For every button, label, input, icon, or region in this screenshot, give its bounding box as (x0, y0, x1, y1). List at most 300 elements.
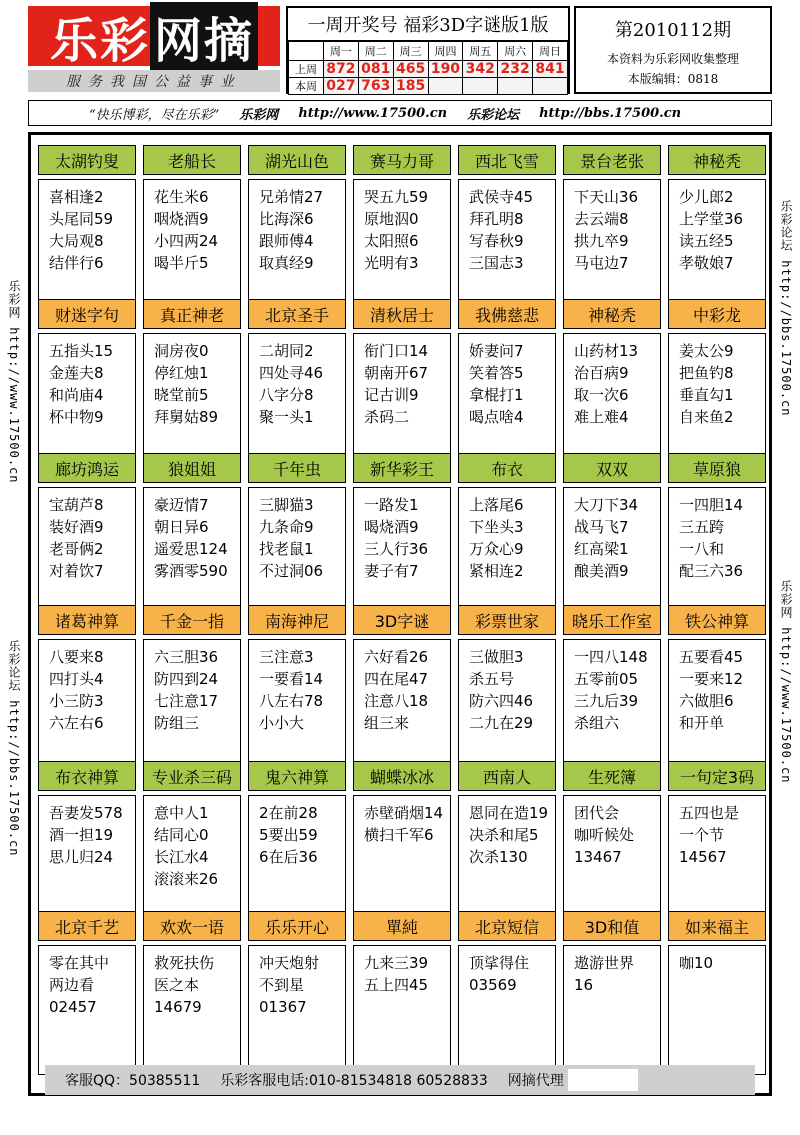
draw-number (428, 78, 463, 95)
riddle-line: 五上四45 (364, 976, 429, 994)
riddle-line: 杀码二 (364, 408, 410, 426)
card-body (353, 795, 451, 925)
riddle-line: 少儿郎2 (679, 188, 734, 206)
riddle-card (143, 299, 241, 463)
draw-number: 763 (358, 78, 393, 95)
card-author: 中彩龙 (668, 299, 766, 329)
card-body (248, 945, 346, 1075)
riddle-line: 三人行36 (364, 540, 429, 558)
side-text-right-bottom: 乐彩网 http://www.17500.cn (779, 580, 793, 784)
card-body (458, 795, 556, 925)
riddle-line: 一八和 (679, 540, 725, 558)
day-header: 周六 (498, 42, 533, 61)
riddle-line: 长江水4 (154, 848, 209, 866)
card-author: 双双 (563, 453, 661, 483)
card-author: 湖光山色 (248, 145, 346, 175)
riddle-line: 八要来8 (49, 648, 104, 666)
riddle-line: 三国志3 (469, 254, 524, 272)
riddle-line: 比海深6 (259, 210, 314, 228)
riddle-line: 上落尾6 (469, 496, 524, 514)
draw-number: 027 (324, 78, 359, 95)
issue-panel (574, 6, 772, 94)
card-body (353, 639, 451, 769)
riddle-line: 滚滚来26 (154, 870, 219, 888)
riddle-line: 杀五号 (469, 670, 515, 688)
card-body (143, 487, 241, 617)
riddle-line: 三做胆3 (469, 648, 524, 666)
riddle-line: 遨游世界 (574, 954, 635, 972)
site-url-2[interactable]: http://bbs.17500.cn (539, 105, 682, 121)
riddle-line: 把鱼钓8 (679, 364, 734, 382)
card-body (353, 333, 451, 463)
riddle-line: 三脚猫3 (259, 496, 314, 514)
card-body (458, 487, 556, 617)
card-body (353, 179, 451, 309)
riddle-line: 杀组六 (574, 714, 620, 732)
riddle-line: 豪迈情7 (154, 496, 209, 514)
card-author: 彩票世家 (458, 605, 556, 635)
riddle-line: 娇妻问7 (469, 342, 524, 360)
riddle-card (353, 299, 451, 463)
riddle-line: 赤壁硝烟14 (364, 804, 444, 822)
card-author: 景台老张 (563, 145, 661, 175)
riddle-line: 原地泅0 (364, 210, 419, 228)
site-name-2: 乐彩论坛 (467, 107, 520, 123)
slogan-bar (28, 100, 772, 126)
draw-number: 190 (428, 61, 463, 78)
riddle-line: 姜太公9 (679, 342, 734, 360)
riddle-card (668, 605, 766, 769)
riddle-line: 决杀和尾5 (469, 826, 539, 844)
site-url-1[interactable]: http://www.17500.cn (298, 105, 448, 121)
logo-text-b: 网摘 (150, 2, 258, 71)
riddle-line: 花生米6 (154, 188, 209, 206)
riddle-line: 酿美酒9 (574, 562, 629, 580)
riddle-line: 八左右78 (259, 692, 324, 710)
riddle-card (143, 761, 241, 925)
card-body (143, 639, 241, 769)
riddle-card (38, 453, 136, 617)
draw-number: 342 (463, 61, 498, 78)
card-author: 一句定3码 (668, 761, 766, 791)
card-author: 西南人 (458, 761, 556, 791)
riddle-line: 一四八148 (574, 648, 648, 666)
riddle-line: 2在前28 (259, 804, 318, 822)
riddle-card (563, 911, 661, 1075)
card-body (143, 795, 241, 925)
riddle-card (248, 299, 346, 463)
card-body (563, 639, 661, 769)
riddle-line: 结同心0 (154, 826, 209, 844)
riddle-line: 老哥俩2 (49, 540, 104, 558)
riddle-line: 哭五九59 (364, 188, 429, 206)
service-phone: 乐彩客服电话:010-81534818 60528833 (220, 1073, 488, 1089)
riddle-line: 笑着答5 (469, 364, 524, 382)
draw-number: 081 (358, 61, 393, 78)
card-author: 欢欢一语 (143, 911, 241, 941)
riddle-line: 16 (574, 976, 594, 994)
riddle-line: 六三胆36 (154, 648, 219, 666)
draw-number (533, 78, 568, 95)
riddle-line: 次杀130 (469, 848, 528, 866)
riddle-line: 01367 (259, 998, 307, 1016)
riddle-line: 读五经5 (679, 232, 734, 250)
riddle-line: 装好酒9 (49, 518, 104, 536)
riddle-line: 恩同在造19 (469, 804, 549, 822)
riddle-line: 酒一担19 (49, 826, 114, 844)
card-body (668, 795, 766, 925)
card-body (38, 333, 136, 463)
riddle-line: 找老鼠1 (259, 540, 314, 558)
riddle-line: 拜孔明8 (469, 210, 524, 228)
card-author: 布衣 (458, 453, 556, 483)
card-author: 专业杀三码 (143, 761, 241, 791)
card-body (458, 639, 556, 769)
riddle-line: 治百病9 (574, 364, 629, 382)
riddle-line: 意中人1 (154, 804, 209, 822)
card-author: 赛马力哥 (353, 145, 451, 175)
issue-number: 第2010112期 (614, 20, 732, 41)
riddle-line: 一路发1 (364, 496, 419, 514)
riddle-card (143, 453, 241, 617)
riddle-line: 喝半斤5 (154, 254, 209, 272)
last-week-label: 上周 (289, 61, 324, 78)
riddle-line: 五四也是 (679, 804, 740, 822)
card-author: 廊坊鸿运 (38, 453, 136, 483)
side-text-left-top: 乐彩网 http://www.17500.cn (7, 280, 21, 484)
card-body (38, 795, 136, 925)
card-body (563, 945, 661, 1075)
riddle-card (458, 145, 556, 309)
riddle-line: 兄弟情27 (259, 188, 324, 206)
draw-number: 185 (393, 78, 428, 95)
riddle-line: 三五跨 (679, 518, 725, 536)
riddle-card (668, 453, 766, 617)
logo-text-a: 乐彩 (49, 12, 150, 69)
card-author: 新华彩王 (353, 453, 451, 483)
riddle-line: 跟师傅4 (259, 232, 314, 250)
riddle-line: 朝日异6 (154, 518, 209, 536)
riddle-line: 拿棍打1 (469, 386, 524, 404)
riddle-line: 医之本 (154, 976, 200, 994)
riddle-line: 六好看26 (364, 648, 429, 666)
riddle-card (38, 911, 136, 1075)
draw-number: 465 (393, 61, 428, 78)
card-author: 千年虫 (248, 453, 346, 483)
card-author: 生死簿 (563, 761, 661, 791)
card-body (38, 179, 136, 309)
riddle-card (458, 453, 556, 617)
riddle-line: 喝点啥4 (469, 408, 524, 426)
riddle-line: 大刀下34 (574, 496, 639, 514)
riddle-line: 六做胆6 (679, 692, 734, 710)
riddle-line: 咖听候处 (574, 826, 635, 844)
card-body (458, 333, 556, 463)
riddle-card (353, 145, 451, 309)
riddle-card (353, 605, 451, 769)
card-body (353, 945, 451, 1075)
card-author: 乐乐开心 (248, 911, 346, 941)
card-author: 布衣神算 (38, 761, 136, 791)
day-header: 周四 (428, 42, 463, 61)
riddle-card (563, 145, 661, 309)
draw-table (288, 41, 568, 95)
riddle-card (668, 761, 766, 925)
draw-panel (286, 6, 570, 94)
riddle-line: 不过洞06 (259, 562, 324, 580)
riddle-card (143, 605, 241, 769)
card-author: 草原狼 (668, 453, 766, 483)
riddle-line: 一要来12 (679, 670, 744, 688)
riddle-line: 大局观8 (49, 232, 104, 250)
riddle-card (143, 145, 241, 309)
riddle-card (668, 911, 766, 1075)
riddle-card (353, 761, 451, 925)
riddle-line: 两边看 (49, 976, 95, 994)
card-author: 3D字谜 (353, 605, 451, 635)
riddle-line: 马屯边7 (574, 254, 629, 272)
riddle-line: 零在其中 (49, 954, 110, 972)
riddle-line: 咖10 (679, 954, 714, 972)
draw-number: 841 (533, 61, 568, 78)
card-author: 真正神老 (143, 299, 241, 329)
riddle-line: 拱九卒9 (574, 232, 629, 250)
card-body (38, 487, 136, 617)
riddle-line: 13467 (574, 848, 622, 866)
riddle-line: 五零前05 (574, 670, 639, 688)
riddle-line: 咽烧酒9 (154, 210, 209, 228)
riddle-line: 5要出59 (259, 826, 318, 844)
riddle-line: 晓堂前5 (154, 386, 209, 404)
card-author: 铁公神算 (668, 605, 766, 635)
riddle-line: 五要看45 (679, 648, 744, 666)
draw-number (463, 78, 498, 95)
editor-note: 本版编辑：0818 (627, 72, 719, 86)
riddle-line: 洞房夜0 (154, 342, 209, 360)
riddle-line: 和开单 (679, 714, 725, 732)
riddle-card (458, 761, 556, 925)
logo-slogan: 服务我国公益事业 (28, 70, 280, 92)
card-author: 北京短信 (458, 911, 556, 941)
riddle-line: 吾妻发578 (49, 804, 123, 822)
riddle-card (248, 911, 346, 1075)
site-name-1: 乐彩网 (239, 107, 279, 123)
riddle-line: 紧相连2 (469, 562, 524, 580)
card-body (458, 945, 556, 1075)
riddle-line: 上学堂36 (679, 210, 744, 228)
riddle-line: 衔门口14 (364, 342, 429, 360)
riddle-line: 横扫千军6 (364, 826, 434, 844)
card-body (248, 639, 346, 769)
riddle-line: 武侯寺45 (469, 188, 534, 206)
riddle-card (38, 299, 136, 463)
riddle-line: 太阳照6 (364, 232, 419, 250)
riddle-line: 记古训9 (364, 386, 419, 404)
draw-number (498, 78, 533, 95)
riddle-line: 冲天炮射 (259, 954, 320, 972)
side-text-right-top: 乐彩论坛 http://bbs.17500.cn (779, 200, 793, 417)
riddle-card (563, 761, 661, 925)
riddle-line: 杯中物9 (49, 408, 104, 426)
riddle-line: 四在尾47 (364, 670, 429, 688)
riddle-grid (28, 132, 772, 1096)
card-body (668, 179, 766, 309)
day-header: 周五 (463, 42, 498, 61)
riddle-card (353, 911, 451, 1075)
riddle-line: 注意八18 (364, 692, 429, 710)
riddle-line: 遥爱思124 (154, 540, 228, 558)
card-author: 如来福主 (668, 911, 766, 941)
riddle-card (248, 453, 346, 617)
card-body (248, 487, 346, 617)
riddle-line: 喜相逢2 (49, 188, 104, 206)
riddle-line: 一四胆14 (679, 496, 744, 514)
riddle-line: 6在后36 (259, 848, 318, 866)
riddle-line: 山药材13 (574, 342, 639, 360)
riddle-line: 朝南开67 (364, 364, 429, 382)
card-author: 财迷字句 (38, 299, 136, 329)
riddle-line: 02457 (49, 998, 97, 1016)
card-author: 诸葛神算 (38, 605, 136, 635)
riddle-line: 头尾同59 (49, 210, 114, 228)
riddle-line: 光明有3 (364, 254, 419, 272)
riddle-card (248, 605, 346, 769)
riddle-card (248, 145, 346, 309)
riddle-line: 喝烧酒9 (364, 518, 419, 536)
riddle-line: 难上难4 (574, 408, 629, 426)
riddle-line: 七注意17 (154, 692, 219, 710)
footer-bar (45, 1065, 755, 1095)
riddle-card (143, 911, 241, 1075)
riddle-line: 垂直勾1 (679, 386, 734, 404)
riddle-line: 防六四46 (469, 692, 534, 710)
card-body (248, 795, 346, 925)
card-body (563, 487, 661, 617)
card-body (353, 487, 451, 617)
day-header: 周日 (533, 42, 568, 61)
card-body (563, 795, 661, 925)
riddle-line: 二九在29 (469, 714, 534, 732)
riddle-card (668, 145, 766, 309)
riddle-line: 万众心9 (469, 540, 524, 558)
agent-label: 网摘代理 (507, 1073, 564, 1089)
card-author: 神秘秃 (668, 145, 766, 175)
card-author: 太湖钓叟 (38, 145, 136, 175)
riddle-card (38, 605, 136, 769)
card-author: 北京千艺 (38, 911, 136, 941)
riddle-card (563, 299, 661, 463)
riddle-card (353, 453, 451, 617)
page-title: 一周开奖号 福彩3D字谜版1版 (288, 8, 568, 41)
card-author: 3D和值 (563, 911, 661, 941)
riddle-line: 一个节 (679, 826, 725, 844)
riddle-line: 14567 (679, 848, 727, 866)
day-header: 周二 (358, 42, 393, 61)
day-header: 周一 (324, 42, 359, 61)
riddle-line: 下坐头3 (469, 518, 524, 536)
riddle-line: 雾酒零590 (154, 562, 228, 580)
card-author: 神秘秃 (563, 299, 661, 329)
riddle-line: 四处寻46 (259, 364, 324, 382)
riddle-card (458, 299, 556, 463)
riddle-line: 拜舅姑89 (154, 408, 219, 426)
riddle-line: 八字分8 (259, 386, 314, 404)
card-author: 老船长 (143, 145, 241, 175)
riddle-line: 取真经9 (259, 254, 314, 272)
riddle-line: 妻子有7 (364, 562, 419, 580)
card-body (668, 639, 766, 769)
riddle-line: 防四到24 (154, 670, 219, 688)
card-body (143, 945, 241, 1075)
riddle-line: 小三防3 (49, 692, 104, 710)
side-text-left-bottom: 乐彩论坛 http://bbs.17500.cn (7, 640, 21, 857)
card-author: 我佛慈悲 (458, 299, 556, 329)
riddle-line: 小小大 (259, 714, 305, 732)
riddle-line: 防组三 (154, 714, 200, 732)
agent-box (568, 1069, 638, 1091)
riddle-line: 聚一头1 (259, 408, 314, 426)
riddle-line: 思儿归24 (49, 848, 114, 866)
riddle-line: 取一次6 (574, 386, 629, 404)
riddle-line: 和尚庙4 (49, 386, 104, 404)
riddle-card (458, 605, 556, 769)
card-body (248, 179, 346, 309)
riddle-line: 五指头15 (49, 342, 114, 360)
card-author: 狼姐姐 (143, 453, 241, 483)
riddle-line: 救死扶伤 (154, 954, 215, 972)
riddle-card (458, 911, 556, 1075)
riddle-line: 一要看14 (259, 670, 324, 688)
card-body (248, 333, 346, 463)
riddle-line: 小四两24 (154, 232, 219, 250)
this-week-label: 本周 (289, 78, 324, 95)
riddle-line: 结伴行6 (49, 254, 104, 272)
day-header: 周三 (393, 42, 428, 61)
card-body (563, 333, 661, 463)
riddle-card (248, 761, 346, 925)
card-author: 南海神尼 (248, 605, 346, 635)
riddle-line: 14679 (154, 998, 202, 1016)
riddle-card (668, 299, 766, 463)
riddle-line: 红高梁1 (574, 540, 629, 558)
slogan-quote: “快乐博彩，尽在乐彩” (89, 107, 220, 123)
riddle-line: 03569 (469, 976, 517, 994)
card-author: 西北飞雪 (458, 145, 556, 175)
riddle-line: 金莲夫8 (49, 364, 104, 382)
card-body (38, 639, 136, 769)
riddle-line: 九条命9 (259, 518, 314, 536)
card-author: 晓乐工作室 (563, 605, 661, 635)
riddle-line: 孝敬娘7 (679, 254, 734, 272)
riddle-line: 顶挲得住 (469, 954, 530, 972)
riddle-line: 不到星 (259, 976, 305, 994)
riddle-line: 三注意3 (259, 648, 314, 666)
riddle-line: 二胡同2 (259, 342, 314, 360)
riddle-line: 四打头4 (49, 670, 104, 688)
riddle-line: 六左右6 (49, 714, 104, 732)
card-body (668, 487, 766, 617)
corner-cell (289, 42, 324, 61)
riddle-line: 写春秋9 (469, 232, 524, 250)
collect-note: 本资料为乐彩网收集整理 (606, 52, 739, 66)
draw-number: 232 (498, 61, 533, 78)
card-author: 千金一指 (143, 605, 241, 635)
riddle-line: 战马飞7 (574, 518, 629, 536)
card-body (38, 945, 136, 1075)
logo (28, 6, 280, 69)
card-author: 鬼六神算 (248, 761, 346, 791)
riddle-line: 停红烛1 (154, 364, 209, 382)
